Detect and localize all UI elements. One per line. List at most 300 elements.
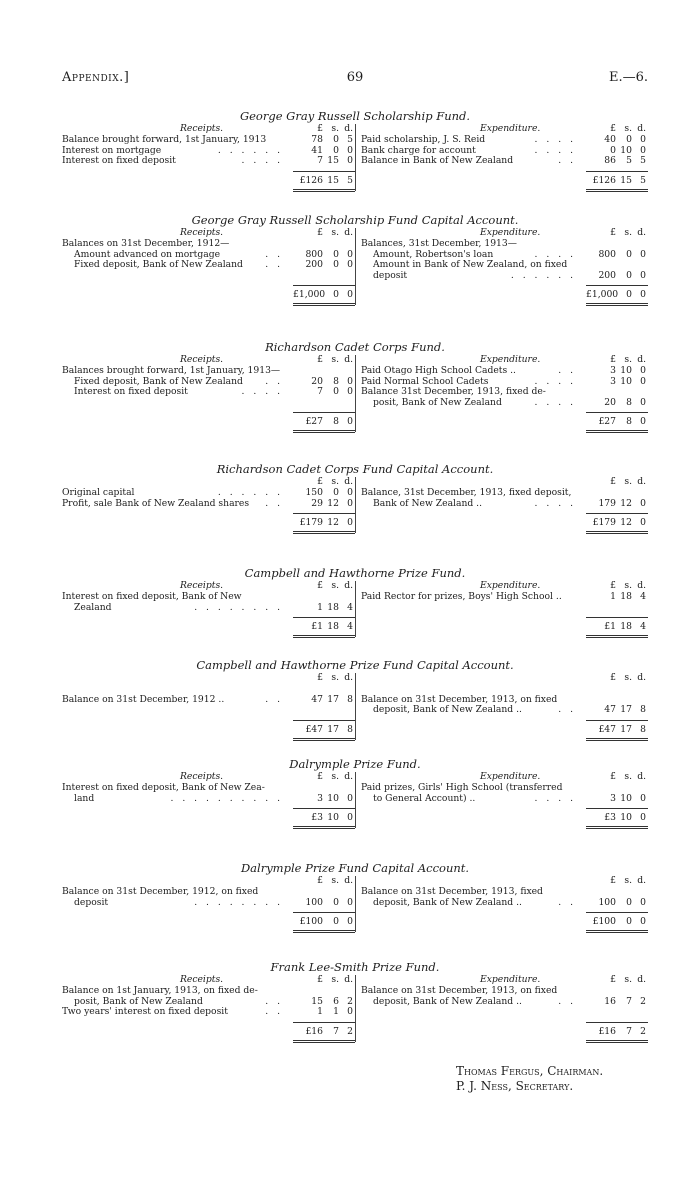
fund-title: George Gray Russell Scholarship Fund Capital Account. [191,213,519,227]
total-amount [293,808,355,824]
lsd-unit: £ [610,580,616,591]
lsd-unit: £ [317,580,323,591]
pounds: 1 [317,601,323,613]
lsd-unit: s. [624,771,632,782]
fund-account [62,213,648,305]
receipts-side [62,476,355,529]
lsd-unit: £ [610,974,616,985]
pounds: £126 [299,174,323,186]
row-description: Fixed deposit, Bank of New Zealand [74,375,243,387]
row-description: deposit, Bank of New Zealand .. [373,704,522,716]
row-description: deposit [373,269,408,281]
pence: 0 [347,416,353,428]
ledger-row [62,488,355,499]
pounds: £179 [299,517,323,529]
pence: 4 [640,621,646,633]
lsd-unit: s. [331,875,339,886]
total-amount [293,412,355,428]
shillings: 12 [620,517,632,529]
shillings: 10 [620,812,632,824]
amount [586,135,648,146]
row-description: Balances on 31st December, 1912— [62,238,230,249]
pence: 0 [347,896,353,908]
receipts-label: Receipts. [180,123,224,134]
row-description: Balance on 31st December, 1913, on fixed [361,693,558,705]
row-description: Balance on 31st December, 1913, fixed [361,886,543,897]
account-grid [62,124,648,191]
pence: 5 [347,134,353,145]
amount [293,499,355,510]
fund-title: Dalrymple Prize Fund Capital Account. [240,861,470,875]
pounds: 0 [610,144,616,156]
amount [586,290,648,301]
row-description: deposit, Bank of New Zealand .. [373,896,522,908]
lsd-heading [586,581,648,592]
report-code: E.—6. [608,70,648,85]
fund-title: George Gray Russell Scholarship Fund. [239,109,471,123]
expenditure-label: Expenditure. [480,123,541,134]
pence: 0 [347,155,353,167]
expenditure-label: Expenditure. [480,580,541,591]
chairman-signature: Thomas Fergus, Chairman. [456,1064,604,1078]
receipts-label: Receipts. [180,974,224,985]
ledger-row [62,898,355,909]
shillings: 18 [327,621,339,633]
ledger-row [355,986,648,997]
dot-leader: . . [265,1006,283,1018]
shillings: 0 [333,916,339,928]
pence: 8 [640,704,646,716]
account-grid [62,581,648,637]
ledger-row [355,135,648,146]
lsd-unit: £ [610,227,616,238]
total-amount [586,1022,648,1037]
shillings: 7 [626,1025,632,1037]
row-description: Balance, 31st December, 1913, fixed deposit, [361,487,572,498]
shillings: 7 [626,995,632,1007]
pounds: 100 [598,896,616,908]
receipts-side [62,354,355,428]
dot-leader: . . [558,155,576,167]
shillings: 18 [327,601,339,613]
amount [586,592,648,603]
amount [293,813,355,824]
receipts-side [62,580,355,633]
shillings: 0 [333,259,339,271]
expenditure-label: Expenditure. [480,354,541,365]
lsd-unit: £ [610,476,616,487]
dot-leader: . . [558,995,576,1007]
row-description: Balance in Bank of New Zealand [361,155,514,167]
lsd-unit: £ [610,354,616,365]
amount [586,622,648,633]
ledger-row [62,156,355,167]
shillings: 5 [626,155,632,167]
pounds: 86 [604,155,616,167]
lsd-unit: d. [637,974,646,985]
shillings: 8 [626,416,632,428]
pounds: 78 [311,134,323,145]
account-grid [62,355,648,432]
amount [293,290,355,301]
fund-title: Campbell and Hawthorne Prize Fund Capital Account. [196,658,514,672]
expenditure-side [355,354,648,428]
amount [293,725,355,736]
lsd-unit: d. [344,672,353,683]
shillings: 10 [620,144,632,156]
pence: 0 [640,812,646,824]
pounds: £1 [311,621,323,633]
pence: 0 [347,144,353,156]
fund-account [62,861,648,932]
shillings: 12 [620,497,632,509]
pounds: 200 [305,259,323,271]
pounds: £126 [592,174,616,186]
ledger-row [62,592,355,603]
pence: 0 [347,792,353,804]
lsd-heading [586,477,648,488]
lsd-unit: s. [624,974,632,985]
row-description: Interest on fixed deposit [62,155,176,167]
total-amount [586,412,648,428]
dot-leader: . . [265,259,283,271]
amount [293,622,355,633]
row-description: Zealand [74,601,112,613]
amount [586,898,648,909]
amount [293,794,355,805]
pence: 0 [640,416,646,428]
ledger-row [62,260,355,271]
total-amount [586,617,648,633]
dot-leader: . . . . . . . . [194,601,283,613]
total-amount [586,285,648,301]
lsd-unit: d. [637,123,646,134]
lsd-heading [293,581,355,592]
fund-account [62,757,648,828]
lsd-unit: £ [317,354,323,365]
pence: 0 [347,487,353,498]
amount [293,377,355,388]
pence: 0 [640,916,646,928]
row-description: land [74,792,95,804]
amount [586,725,648,736]
dot-leader: . . . . [534,248,576,260]
pence: 5 [347,174,353,186]
pence: 8 [347,723,353,735]
pounds: 179 [598,497,616,509]
row-description: deposit, Bank of New Zealand .. [373,995,522,1007]
ledger-row [355,887,648,898]
lsd-heading [293,124,355,135]
lsd-heading [293,772,355,783]
dot-leader: . . . . . . [217,144,283,156]
shillings: 7 [333,1025,339,1037]
ledger-row [62,603,355,614]
expenditure-side [355,672,648,735]
pence: 0 [640,365,646,376]
pounds: 3 [610,792,616,804]
pence: 2 [347,1025,353,1037]
ledger-row [355,488,648,499]
amount [293,176,355,187]
receipts-side [62,123,355,186]
lsd-heading [586,673,648,684]
ledger-row [62,684,355,695]
page-number: 69 [346,70,364,85]
lsd-heading [293,228,355,239]
pence: 0 [640,144,646,156]
expenditure-label: Expenditure. [480,227,541,238]
lsd-unit: s. [624,354,632,365]
pounds: 7 [317,386,323,398]
amount [293,156,355,167]
receipts-side [62,672,355,735]
lsd-unit: d. [344,875,353,886]
account-grid [62,772,648,828]
row-description: Two years' interest on fixed deposit [62,1006,228,1018]
amount [586,813,648,824]
amount [586,499,648,510]
amount [586,705,648,716]
amount [586,156,648,167]
amount [293,250,355,261]
lsd-unit: d. [344,580,353,591]
lsd-unit: d. [637,672,646,683]
lsd-unit: £ [610,672,616,683]
ledger-row [62,887,355,898]
fund-title: Richardson Cadet Corps Fund Capital Account. [216,462,494,476]
secretary-signature: P. J. Ness, Secretary. [456,1079,574,1093]
receipts-side [62,974,355,1037]
lsd-unit: s. [331,672,339,683]
shillings: 0 [626,269,632,281]
ledger-row [62,135,355,146]
lsd-unit: £ [317,974,323,985]
pence: 0 [640,896,646,908]
shillings: 0 [626,134,632,145]
pence: 0 [640,375,646,387]
expenditure-side [355,875,648,928]
total-amount [293,617,355,633]
dot-leader: . . . . . . . . [194,896,283,908]
pounds: £179 [592,517,616,529]
signature-block [456,1064,603,1094]
ledger-row [62,1007,355,1018]
ledger-row [355,783,648,794]
shillings: 17 [620,723,632,735]
amount [586,377,648,388]
amount [586,398,648,409]
total-amount [586,912,648,928]
pounds: £1,000 [586,289,619,301]
pounds: 800 [598,248,616,260]
dot-leader: . . . . [534,792,576,804]
lsd-unit: d. [637,476,646,487]
fund-account [62,109,648,191]
lsd-unit: s. [624,875,632,886]
lsd-unit: d. [344,974,353,985]
fund-account [62,566,648,637]
lsd-heading [586,124,648,135]
row-description: Balance on 31st December, 1913, on fixed [361,985,558,996]
pounds: 3 [317,792,323,804]
ledger-row [355,398,648,409]
fund-title: Dalrymple Prize Fund. [289,757,421,771]
lsd-heading [293,355,355,366]
pounds: £1,000 [293,289,326,301]
lsd-unit: £ [317,771,323,782]
total-amount [293,171,355,186]
row-description: Interest on fixed deposit, Bank of New Zea- [62,782,265,793]
shillings: 18 [620,621,632,633]
amount [293,146,355,157]
amount [586,271,648,282]
fund-title: Frank Lee-Smith Prize Fund. [270,960,440,974]
lsd-unit: £ [610,123,616,134]
pence: 8 [640,723,646,735]
fund-title: Richardson Cadet Corps Fund. [265,340,445,354]
pounds: £47 [598,723,616,735]
lsd-unit: £ [610,771,616,782]
dot-leader: . . [265,497,283,509]
lsd-unit: d. [637,227,646,238]
pence: 0 [347,259,353,271]
pence: 0 [640,396,646,408]
shillings: 15 [327,174,339,186]
shillings: 0 [333,289,339,301]
pence: 0 [347,497,353,509]
shillings: 8 [626,396,632,408]
shillings: 12 [327,517,339,529]
ledger-row [355,239,648,250]
column-heading [355,673,648,684]
amount [293,518,355,529]
pounds: £3 [311,812,323,824]
fund-account [62,340,648,432]
shillings: 18 [620,591,632,602]
pence: 5 [640,174,646,186]
lsd-unit: s. [624,672,632,683]
pounds: 16 [604,995,616,1007]
receipts-label: Receipts. [180,771,224,782]
lsd-unit: s. [331,123,339,134]
lsd-unit: d. [637,354,646,365]
row-description: Balances, 31st December, 1913— [361,238,517,249]
appendix-label: Appendix.] [62,70,130,85]
pence: 0 [640,134,646,145]
row-description: Amount advanced on mortgage [74,248,221,260]
pounds: 1 [610,591,616,602]
expenditure-side [355,580,648,633]
ledger-row [355,156,648,167]
pence: 2 [640,995,646,1007]
pence: 0 [640,248,646,260]
pounds: 20 [604,396,616,408]
lsd-unit: d. [344,476,353,487]
amount [293,417,355,428]
pence: 0 [347,386,353,398]
ledger-row [355,592,648,603]
row-description: Paid Rector for prizes, Boys' High School .. [361,591,562,602]
amount [293,260,355,271]
lsd-heading [586,975,648,986]
receipts-side [62,771,355,824]
pence: 0 [347,916,353,928]
lsd-heading [293,975,355,986]
amount [293,135,355,146]
expenditure-side [355,123,648,186]
dot-leader: . . [558,896,576,908]
amount [586,997,648,1008]
receipts-label: Receipts. [180,227,224,238]
amount [293,603,355,614]
pounds: 150 [305,487,323,498]
lsd-unit: £ [317,227,323,238]
lsd-unit: s. [624,123,632,134]
receipts-label: Receipts. [180,354,224,365]
amount [586,917,648,928]
lsd-unit: s. [624,476,632,487]
pounds: £27 [305,416,323,428]
pence: 0 [640,289,646,301]
lsd-unit: s. [331,974,339,985]
total-amount [586,808,648,824]
receipts-side [62,875,355,928]
lsd-unit: s. [331,354,339,365]
row-description: Balances brought forward, 1st January, 1913— [62,365,281,376]
pounds: £16 [598,1025,616,1037]
shillings: 17 [327,693,339,705]
ledger-row [62,783,355,794]
lsd-unit: s. [331,580,339,591]
row-description: posit, Bank of New Zealand [74,995,203,1007]
row-description: Paid Normal School Cadets [361,375,489,387]
pounds: 47 [311,693,323,705]
dot-leader: . . . . . . [510,269,576,281]
amount [293,695,355,706]
ledger-row [62,366,355,377]
lsd-unit: d. [637,771,646,782]
pounds: 15 [311,995,323,1007]
account-grid [62,975,648,1042]
lsd-heading [586,876,648,887]
shillings: 6 [333,995,339,1007]
row-description: Balance brought forward, 1st January, 1913 [62,134,267,145]
shillings: 10 [327,792,339,804]
row-description: to General Account) .. [373,792,476,804]
amount [586,518,648,529]
lsd-unit: d. [344,354,353,365]
shillings: 0 [333,134,339,145]
row-description: Interest on fixed deposit, Bank of New [62,591,242,602]
ledger-row [355,271,648,282]
shillings: 15 [620,174,632,186]
expenditure-side [355,476,648,529]
lsd-unit: s. [331,476,339,487]
ledger-row [355,997,648,1008]
row-description: Profit, sale Bank of New Zealand shares [62,497,250,509]
amount [586,176,648,187]
lsd-heading [293,876,355,887]
pounds: 1 [317,1006,323,1018]
row-description: Amount, Robertson's loan [373,248,494,260]
account-grid [62,673,648,740]
lsd-unit: £ [317,875,323,886]
fund-account [62,462,648,533]
dot-leader: . . [265,375,283,387]
row-description: Bank of New Zealand .. [373,497,483,509]
pounds: £27 [598,416,616,428]
